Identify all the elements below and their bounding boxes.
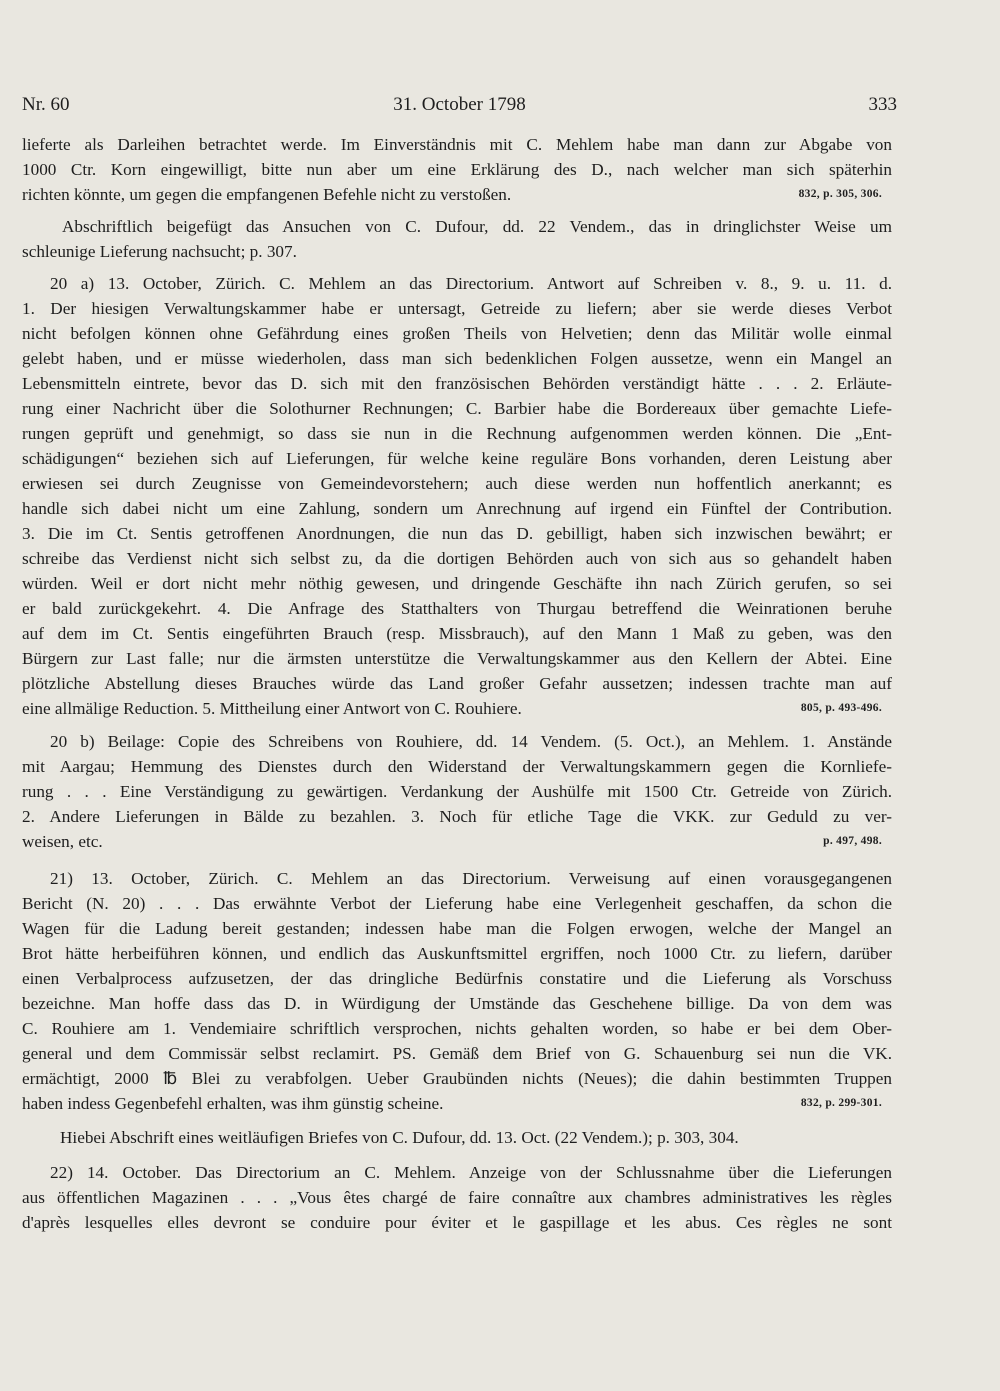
text-line: 3. Die im Ct. Sentis getroffenen Anordnungen, die nun das D. gebilligt, haben sich inzwischen bewährt; er	[22, 524, 892, 543]
text-line: Wagen für die Ladung bereit gestanden; indessen habe man die Folgen erwogen, welche der Mangel an	[22, 919, 892, 938]
source-reference: 805, p. 493-496.	[800, 702, 882, 714]
text-line: richten könnte, um gegen die empfangenen Befehle nicht zu verstoßen.	[22, 185, 512, 204]
text-line: 1000 Ctr. Korn eingewilligt, bitte nun aber um eine Erklärung des D., nach welcher man sich späterhin	[22, 160, 892, 179]
text-line: auf dem im Ct. Sentis eingeführten Brauch (resp. Missbrauch), auf den Mann 1 Maß zu geben, was den	[22, 624, 892, 643]
text-line: Bürgern zur Last falle; nur die ärmsten unterstütze die Verwaltungskammer aus den Kellern der Abtei. Eine	[22, 649, 892, 668]
text-line: Hiebei Abschrift eines weitläufigen Briefes von C. Dufour, dd. 13. Oct. (22 Vendem.); p. 303, 304.	[60, 1128, 739, 1147]
page-number: 333	[868, 94, 897, 115]
text-line: ermächtigt, 2000 ℔ Blei zu verabfolgen. Ueber Graubünden nichts (Neues); die dahin bestimmten Truppen	[22, 1069, 892, 1088]
text-line: 2. Andere Lieferungen in Bälde zu bezahlen. 3. Noch für etliche Tage die VKK. zur Geduld zu ver-	[22, 807, 892, 826]
text-line: C. Rouhiere am 1. Vendemiaire schriftlich versprochen, nichts gehalten worden, so habe er bei dem Ober-	[22, 1019, 892, 1038]
document-number: Nr. 60	[22, 94, 70, 115]
source-reference: 832, p. 299-301.	[800, 1097, 882, 1109]
text-line: lieferte als Darleihen betrachtet werde. Im Einverständnis mit C. Mehlem habe man dann zur Abgabe von	[22, 135, 892, 154]
text-line: Abschriftlich beigefügt das Ansuchen von C. Dufour, dd. 22 Vendem., das in dringlichster Weise um	[62, 217, 892, 236]
text-line: eine allmälige Reduction. 5. Mittheilung einer Antwort von C. Rouhiere.	[22, 699, 522, 718]
text-line: Lebensmitteln eintrete, bevor das D. sich mit den französischen Behörden verständigt hätte . . . 2. Erläute-	[22, 374, 892, 393]
source-reference: 832, p. 305, 306.	[798, 188, 882, 200]
text-line: Bericht (N. 20) . . . Das erwähnte Verbot der Lieferung habe eine Verlegenheit geschaffen, da schon die	[22, 894, 892, 913]
text-line: bezeichne. Man hoffe dass das D. in Würdigung der Umstände das Geschehene billige. Da von dem was	[22, 994, 892, 1013]
text-line: nicht befolgen können ohne Gefährdung eines großen Theils von Helvetien; denn das Militär wolle einmal	[22, 324, 892, 343]
text-line: aus öffentlichen Magazinen . . . „Vous êtes chargé de faire connaître aux chambres administratives les règles	[22, 1188, 892, 1207]
text-line: schädigungen“ beziehen sich auf Lieferungen, für welche keine reguläre Bons vorhanden, deren Leistung aber	[22, 449, 892, 468]
text-line: weisen, etc.	[22, 832, 103, 851]
page-header	[22, 94, 897, 122]
text-line: general und dem Commissär selbst reclamirt. PS. Gemäß dem Brief von G. Schauenburg sei nun die VK.	[22, 1044, 892, 1063]
text-line: d'après lesquelles elles devront se conduire pour éviter et le gaspillage et les abus. Ces règles ne sont	[22, 1213, 892, 1232]
text-line: rungen geprüft und genehmigt, so dass sie nun in die Rechnung aufgenommen werden können. Die „Ent-	[22, 424, 892, 443]
entry-heading: 20 a) 13. October, Zürich. C. Mehlem an das Directorium. Antwort auf Schreiben v. 8., 9. u. 11. d.	[50, 274, 892, 293]
entry-heading: 21) 13. October, Zürich. C. Mehlem an das Directorium. Verweisung auf einen vorausgegangenen	[50, 869, 892, 888]
text-line: erwiesen sei durch Zeugnisse von Gemeindevorstehern; auch diese werden nun hoffentlich anerkannt; es	[22, 474, 892, 493]
text-line: mit Aargau; Hemmung des Dienstes durch den Widerstand der Verwaltungskammern gegen die Kornliefe-	[22, 757, 892, 776]
source-reference: p. 497, 498.	[823, 835, 882, 847]
header-date: 31. October 1798	[393, 94, 526, 115]
text-line: Brot hätte herbeiführen können, und endlich das Auskunftsmittel ergriffen, noch 1000 Ctr. zu liefern, darüber	[22, 944, 892, 963]
text-line: plötzliche Abstellung dieses Brauches würde das Land großer Gefahr aussetzen; indessen trachte man auf	[22, 674, 892, 693]
text-line: er bald zurückgekehrt. 4. Die Anfrage des Statthalters von Thurgau betreffend die Weinrationen beruhe	[22, 599, 892, 618]
text-line: einen Verbalprocess aufzusetzen, der das dringliche Bedürfnis constatire und die Lieferung als Vorschuss	[22, 969, 892, 988]
text-line: rung einer Nachricht über die Solothurner Rechnungen; C. Barbier habe die Bordereaux über gemachte Liefe-	[22, 399, 892, 418]
text-line: würden. Weil er dort nicht mehr nöthig gewesen, und dringende Geschäfte ihn nach Zürich gerufen, so sei	[22, 574, 892, 593]
text-line: 1. Der hiesigen Verwaltungskammer habe er untersagt, Getreide zu liefern; aber sie werde dieses Verbot	[22, 299, 892, 318]
text-line: rung . . . Eine Verständigung zu gewärtigen. Verdankung der Aushülfe mit 1500 Ctr. Getreide von Zürich.	[22, 782, 892, 801]
text-line: schreibe das Verdienst nicht sich selbst zu, da die dortigen Behörden auch von sich aus so gehandelt haben	[22, 549, 892, 568]
text-line: handle sich dabei nicht um eine Zahlung, sondern um Anrechnung auf irgend ein Fünftel der Contribution.	[22, 499, 892, 518]
text-line: gelebt haben, und er müsse wiederholen, dass man sich bedenklichen Folgen aussetze, wenn ein Mangel an	[22, 349, 892, 368]
entry-heading: 20 b) Beilage: Copie des Schreibens von Rouhiere, dd. 14 Vendem. (5. Oct.), an Mehlem. 1. Anstände	[50, 732, 892, 751]
text-line: haben indess Gegenbefehl erhalten, was ihm günstig scheine.	[22, 1094, 444, 1113]
text-line: schleunige Lieferung nachsucht; p. 307.	[22, 242, 297, 261]
entry-heading: 22) 14. October. Das Directorium an C. Mehlem. Anzeige von der Schlussnahme über die Lieferungen	[50, 1163, 892, 1182]
